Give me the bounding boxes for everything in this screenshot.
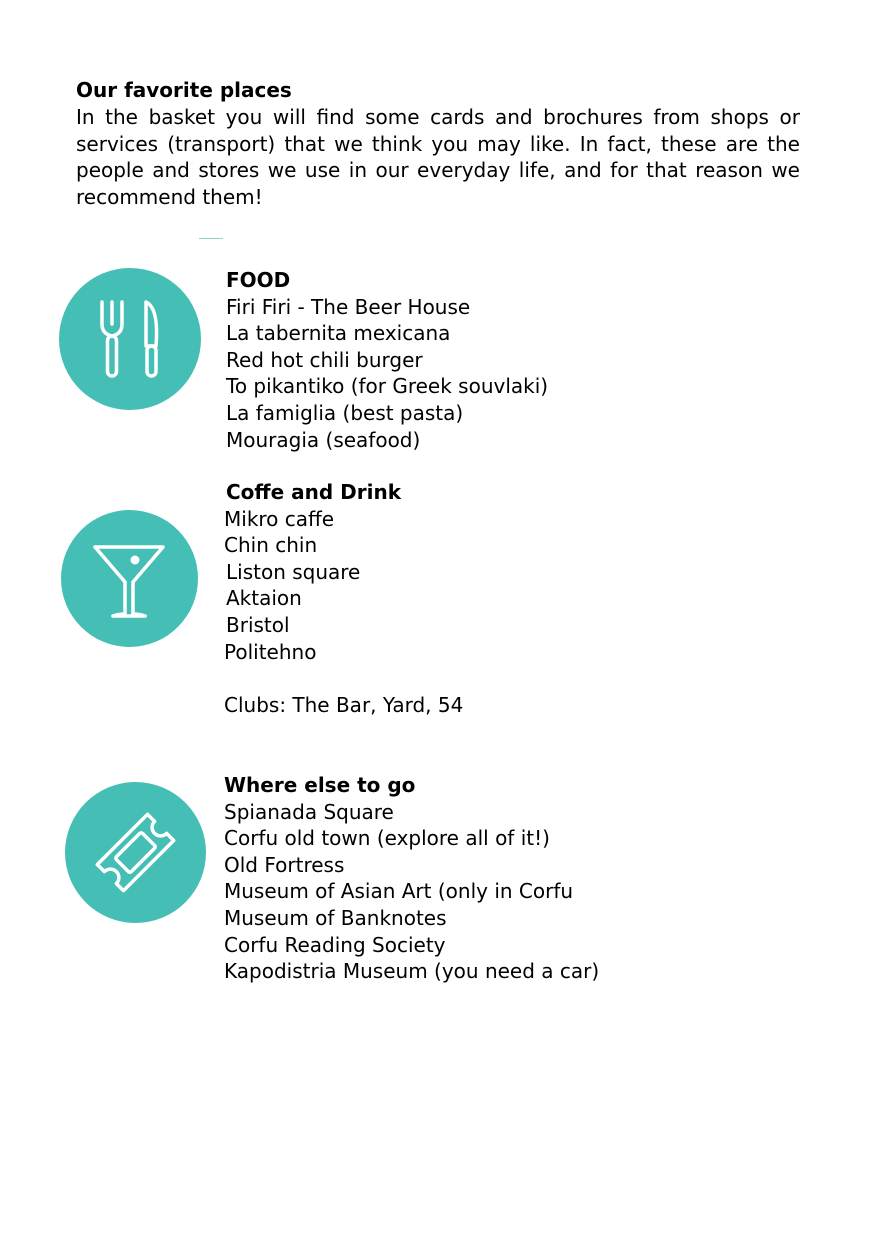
cocktail-glass-icon [61, 510, 198, 647]
food-section [226, 267, 548, 453]
list-item: Firi Firi - The Beer House [226, 294, 471, 319]
list-item: La tabernita mexicana [226, 321, 451, 346]
list-item: Old Fortress [224, 852, 345, 877]
food-heading: FOOD [226, 268, 291, 292]
list-item: Kapodistria Museum (you need a car) [224, 959, 600, 984]
clubs-line: Clubs: The Bar, Yard, 54 [224, 692, 464, 717]
list-item: La famiglia (best pasta) [226, 400, 464, 425]
divider [199, 238, 223, 239]
drink-heading: Coffe and Drink [226, 480, 402, 504]
ticket-icon [65, 782, 206, 923]
list-item: Mouragia (seafood) [226, 427, 421, 452]
list-item: Liston square [226, 559, 361, 584]
list-item: Bristol [226, 612, 290, 637]
list-item: Chin chin [224, 533, 318, 558]
list-item: Corfu old town (explore all of it!) [224, 826, 550, 851]
list-item: Spianada Square [224, 799, 394, 824]
places-heading: Where else to go [224, 773, 416, 797]
list-item: Museum of Asian Art (only in Corfu [224, 879, 574, 904]
drink-section [224, 479, 463, 718]
list-item: Aktaion [226, 586, 302, 611]
intro-section [76, 76, 800, 210]
fork-knife-icon [59, 268, 201, 410]
list-item: Corfu Reading Society [224, 932, 446, 957]
list-item: Mikro caffe [224, 506, 335, 531]
list-item: Museum of Banknotes [224, 905, 447, 930]
list-item: To pikantiko (for Greek souvlaki) [226, 374, 549, 399]
list-item: Politehno [224, 639, 317, 664]
places-section [224, 772, 599, 985]
intro-paragraph: In the basket you will find some cards and brochures from shops or services (transport) that we think you may like. In fact, these are the people and stores we use in our everyday life, and for that reason we recommend them! [76, 105, 800, 209]
list-item: Red hot chili burger [226, 347, 423, 372]
page-title: Our favorite places [76, 78, 292, 102]
